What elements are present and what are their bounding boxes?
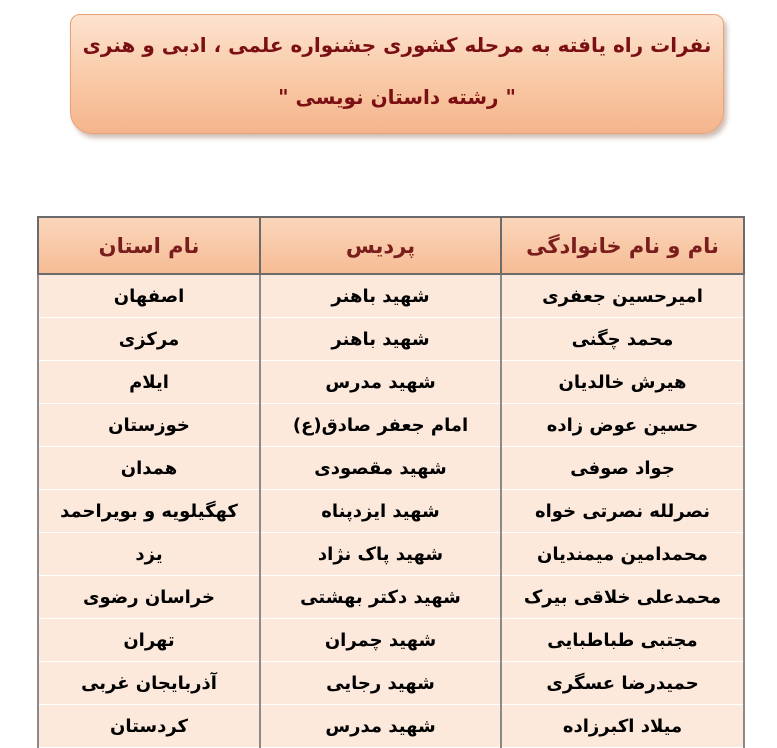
cell-province: مرکزی (38, 318, 260, 361)
title-line-1: نفرات راه یافته به مرحله کشوری جشنواره علمی ، ادبی و هنری (82, 33, 712, 57)
cell-name: محمدعلی خلاقی بیرک (501, 576, 744, 619)
table-row (38, 404, 744, 447)
title-line-2: " رشته داستان نویسی " (278, 85, 516, 109)
cell-name: نصرلله نصرتی خواه (501, 490, 744, 533)
column-header-name: نام و نام خانوادگی (501, 217, 744, 274)
cell-campus: شهید مقصودی (260, 447, 501, 490)
cell-campus: شهید رجایی (260, 662, 501, 705)
cell-province: خوزستان (38, 404, 260, 447)
cell-campus: شهید دکتر بهشتی (260, 576, 501, 619)
cell-name: مجتبی طباطبایی (501, 619, 744, 662)
cell-province: آذربایجان غربی (38, 662, 260, 705)
cell-province: خراسان رضوی (38, 576, 260, 619)
table-row (38, 447, 744, 490)
table-row (38, 576, 744, 619)
cell-name: امیرحسین جعفری (501, 274, 744, 318)
cell-province: کهگیلویه و بویراحمد (38, 490, 260, 533)
cell-name: حسین عوض زاده (501, 404, 744, 447)
cell-province: اصفهان (38, 274, 260, 318)
cell-name: محمد چگنی (501, 318, 744, 361)
cell-campus: شهید چمران (260, 619, 501, 662)
table-row (38, 490, 744, 533)
title-banner (70, 14, 724, 134)
cell-campus: شهید باهنر (260, 274, 501, 318)
cell-campus: شهید ایزدپناه (260, 490, 501, 533)
cell-province: یزد (38, 533, 260, 576)
cell-campus: امام جعفر صادق(ع) (260, 404, 501, 447)
cell-name: حمیدرضا عسگری (501, 662, 744, 705)
cell-campus: شهید پاک نژاد (260, 533, 501, 576)
cell-name: میلاد اکبرزاده (501, 705, 744, 748)
table-row (38, 274, 744, 318)
cell-name: محمدامین میمندیان (501, 533, 744, 576)
cell-name: هیرش خالدیان (501, 361, 744, 404)
cell-province: کردستان (38, 705, 260, 748)
cell-name: جواد صوفی (501, 447, 744, 490)
table-row (38, 533, 744, 576)
table-row (38, 318, 744, 361)
table-header-row (38, 217, 744, 274)
table-row (38, 705, 744, 748)
cell-campus: شهید باهنر (260, 318, 501, 361)
cell-province: ایلام (38, 361, 260, 404)
cell-campus: شهید مدرس (260, 705, 501, 748)
cell-campus: شهید مدرس (260, 361, 501, 404)
table-row (38, 619, 744, 662)
column-header-campus: پردیس (260, 217, 501, 274)
column-header-province: نام استان (38, 217, 260, 274)
cell-province: تهران (38, 619, 260, 662)
participants-table (37, 216, 745, 748)
table-row (38, 662, 744, 705)
cell-province: همدان (38, 447, 260, 490)
table-row (38, 361, 744, 404)
